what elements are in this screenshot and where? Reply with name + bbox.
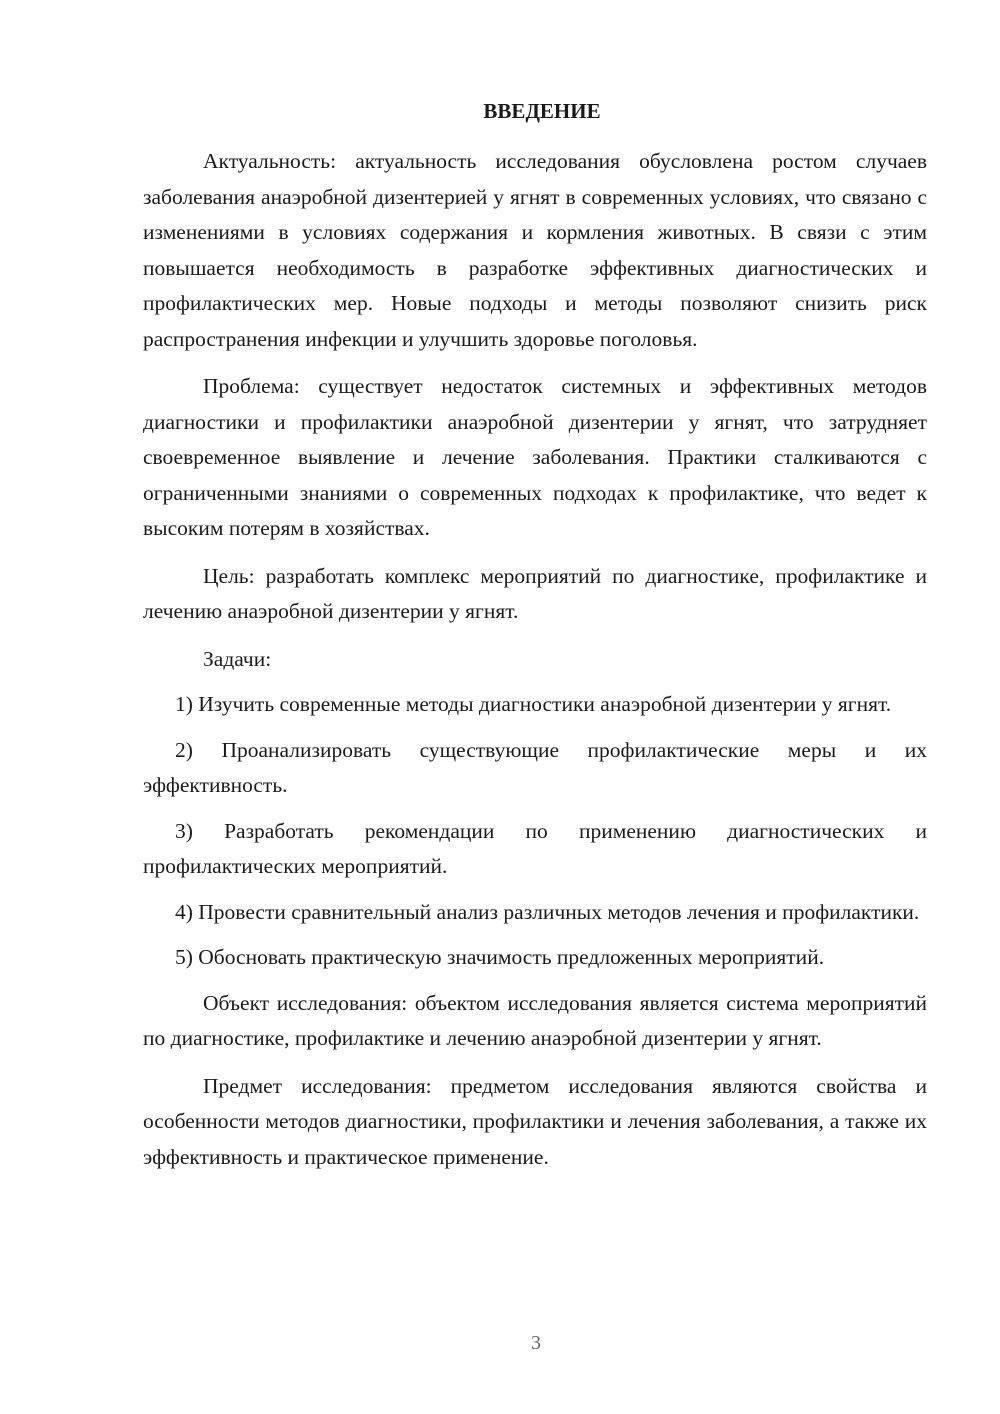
object-paragraph: Объект исследования: объектом исследования является система мероприятий по диагностике, профилактике и лечению анаэробной дизентерии у ягнят. xyxy=(143,990,927,1050)
task-item: 2) Проанализировать существующие профилактические меры и их эффективность. xyxy=(143,737,927,797)
task-item: 1) Изучить современные методы диагностики анаэробной дизентерии у ягнят. xyxy=(175,692,892,716)
document-page xyxy=(143,96,927,1187)
problem-paragraph: Проблема: существует недостаток системных и эффективных методов диагностики и профилактики анаэробной дизентерии у ягнят, что затрудняет своевременное выявление и лечение заболевания. Практики сталкиваются с ограниченными знаниями о современных подходах к профилактике, что ведет к высоким потерям в хозяйствах. xyxy=(143,374,927,540)
goal-paragraph: Цель: разработать комплекс мероприятий по диагностике, профилактике и лечению анаэробной дизентерии у ягнят. xyxy=(143,563,927,623)
page-number: 3 xyxy=(531,1332,541,1354)
relevance-paragraph: Актуальность: актуальность исследования обусловлена ростом случаев заболевания анаэробной дизентерией у ягнят в современных условиях, что связано с изменениями в условиях содержания и кормления животных. В связи с этим повышается необходимость в разработке эффективных диагностических и профилактических мер. Новые подходы и методы позволяют снизить риск распространения инфекции и улучшить здоровье поголовья. xyxy=(143,149,927,351)
page-title: ВВЕДЕНИЕ xyxy=(483,99,601,123)
task-item: 5) Обосновать практическую значимость предложенных мероприятий. xyxy=(175,945,825,969)
subject-paragraph: Предмет исследования: предметом исследования являются свойства и особенности методов диагностики, профилактики и лечения заболевания, а также их эффективность и практическое применение. xyxy=(143,1073,927,1169)
tasks-heading: Задачи: xyxy=(203,646,272,671)
task-item: 4) Провести сравнительный анализ различных методов лечения и профилактики. xyxy=(175,899,920,924)
task-item: 3) Разработать рекомендации по применению диагностических и профилактических мероприятий. xyxy=(143,818,927,878)
